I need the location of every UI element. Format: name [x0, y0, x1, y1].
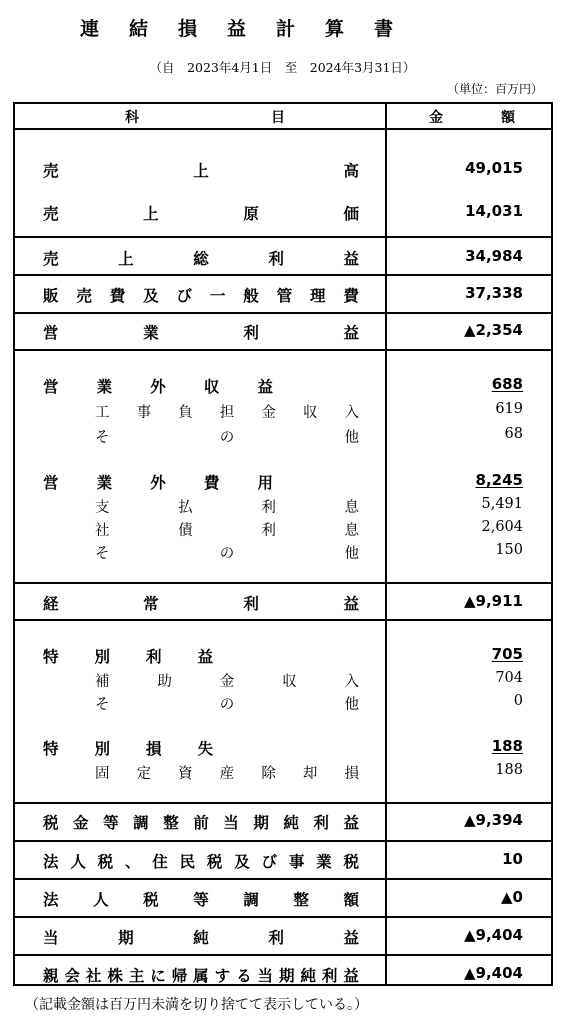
title-char: 計 — [276, 18, 296, 40]
row-separator — [15, 236, 551, 238]
row-separator — [15, 619, 551, 621]
row-amount: 188 — [495, 762, 523, 778]
row-label: 法 人 税 等 調 整 額 — [43, 891, 359, 909]
row-amount: 5,491 — [481, 496, 523, 512]
row-amount: ▲9,404 — [464, 964, 523, 982]
row-amount: 10 — [502, 850, 523, 868]
row-label: 当 期 純 利 益 — [43, 929, 359, 947]
row-amount: 150 — [495, 542, 523, 558]
row-label: 売 上 原 価 — [43, 205, 359, 223]
row-amount: 14,031 — [465, 202, 523, 220]
row-label: そ の 他 — [95, 697, 359, 713]
row-separator — [15, 916, 551, 918]
footnote: （記載金額は百万円未満を切り捨てて表示している。） — [25, 997, 368, 1013]
row-label: 税 金 等 調 整 前 当 期 純 利 益 — [43, 814, 359, 832]
row-separator — [15, 802, 551, 804]
title-char: 結 — [129, 18, 149, 40]
row-amount: 619 — [495, 401, 523, 417]
row-amount: 8,245 — [475, 471, 523, 489]
row-label: 特 別 利 益 — [43, 648, 213, 666]
title-char: 書 — [374, 18, 394, 40]
row-amount: ▲2,354 — [464, 321, 523, 339]
row-separator — [15, 274, 551, 276]
title-char: 連 — [80, 18, 100, 40]
row-amount: 704 — [495, 670, 523, 686]
title-char: 損 — [178, 18, 198, 40]
header-amount: 金 額 — [429, 110, 515, 126]
row-label: 親 会 社 株 主 に 帰 属 す る 当 期 純 利 益 — [43, 967, 359, 985]
row-amount: 37,338 — [465, 284, 523, 302]
row-label: 支 払 利 息 — [95, 500, 359, 516]
income-statement-table — [13, 102, 553, 986]
row-label: そ の 他 — [95, 430, 359, 446]
row-label: 営 業 利 益 — [43, 324, 359, 342]
header-account: 科 目 — [125, 110, 285, 126]
unit-note: （単位：百万円） — [446, 82, 543, 96]
row-label: 補 助 金 収 入 — [95, 674, 359, 690]
row-amount: ▲9,394 — [464, 811, 523, 829]
row-amount: ▲0 — [501, 888, 523, 906]
row-label: 販 売 費 及 び 一 般 管 理 費 — [43, 287, 359, 305]
title-char: 益 — [227, 18, 247, 40]
row-amount: 68 — [504, 426, 523, 442]
row-label: 固 定 資 産 除 却 損 — [95, 766, 359, 782]
row-separator — [15, 954, 551, 956]
row-label: 売 上 総 利 益 — [43, 250, 359, 268]
header-separator — [15, 128, 551, 130]
row-amount: 188 — [491, 737, 523, 755]
row-label: 法 人 税 、 住 民 税 及 び 事 業 税 — [43, 853, 359, 871]
row-label: 特 別 損 失 — [43, 740, 213, 758]
document-title — [0, 14, 565, 44]
row-separator — [15, 312, 551, 314]
title-char: 算 — [325, 18, 345, 40]
row-amount: ▲9,911 — [464, 592, 523, 610]
row-amount: 2,604 — [481, 519, 523, 535]
fiscal-period: （自 2023年4月1日 至 2024年3月31日） — [149, 60, 416, 75]
row-label: 営 業 外 収 益 — [43, 378, 273, 396]
row-amount: 0 — [513, 693, 523, 709]
row-amount: 705 — [491, 645, 523, 663]
row-label: 工 事 負 担 金 収 入 — [95, 405, 359, 421]
row-label: 営 業 外 費 用 — [43, 474, 273, 492]
row-amount: 49,015 — [465, 159, 523, 177]
row-amount: 34,984 — [465, 247, 523, 265]
row-separator — [15, 349, 551, 351]
row-separator — [15, 582, 551, 584]
row-label: 社 債 利 息 — [95, 523, 359, 539]
row-label: 経 常 利 益 — [43, 595, 359, 613]
row-amount: ▲9,404 — [464, 926, 523, 944]
row-label: そ の 他 — [95, 546, 359, 562]
row-separator — [15, 840, 551, 842]
row-label: 売 上 高 — [43, 162, 359, 180]
row-amount: 688 — [491, 375, 523, 393]
row-separator — [15, 878, 551, 880]
